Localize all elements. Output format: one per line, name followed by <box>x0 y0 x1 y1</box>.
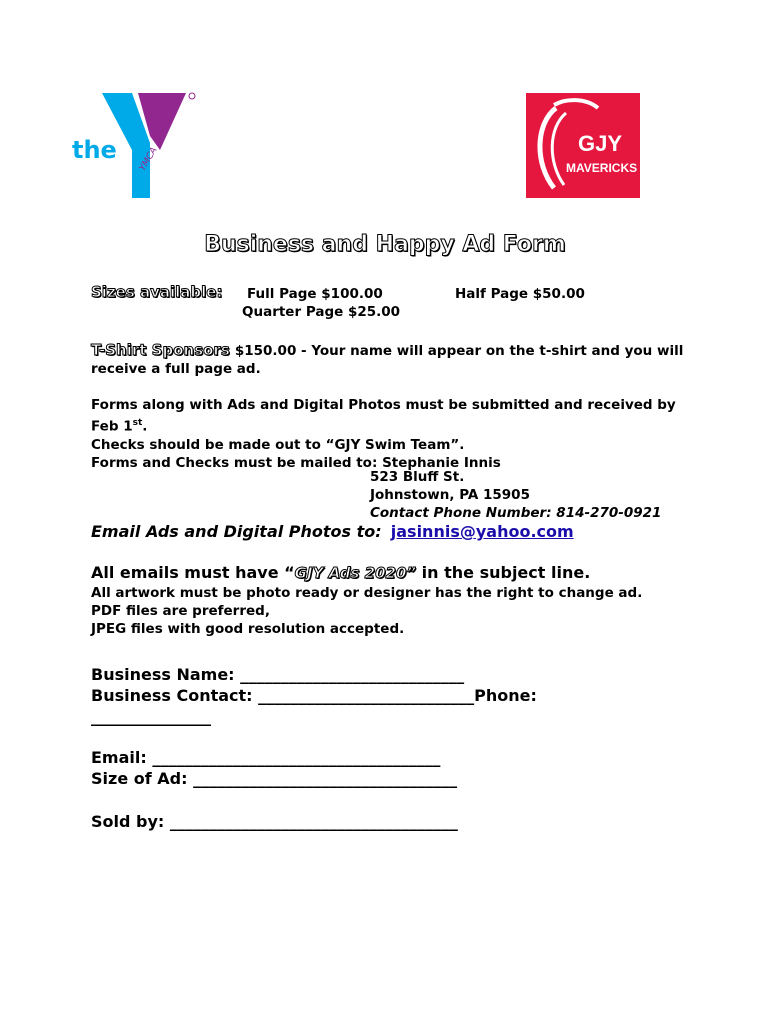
artwork-block <box>91 584 711 638</box>
page-title: Business and Happy Ad Form <box>204 232 566 257</box>
email-field[interactable]: Email: ____________________________________ <box>91 748 441 767</box>
email-label: Email Ads and Digital Photos to: <box>91 522 382 541</box>
mail-city: Johnstown, PA 15905 <box>370 487 530 503</box>
email-line <box>91 522 574 541</box>
size-of-ad-field[interactable]: Size of Ad: _________________________________ <box>91 769 458 788</box>
tshirt-text-cont: receive a full page ad. <box>91 361 261 377</box>
tshirt-text: $150.00 - Your name will appear on the t-shirt and you will <box>234 343 684 359</box>
mail-street: 523 Bluff St. <box>370 469 465 485</box>
business-name-field[interactable]: Business Name: ____________________________ <box>91 665 465 684</box>
tshirt-block <box>91 340 691 378</box>
sizes-label: Sizes available: <box>91 283 223 301</box>
mavericks-text: MAVERICKS <box>566 161 638 175</box>
ymca-wordmark: YMCA <box>138 145 160 173</box>
artwork-line-3: JPEG files with good resolution accepted. <box>91 621 405 637</box>
tshirt-label: T-Shirt Sponsors <box>91 341 230 359</box>
instructions-line-1: Forms along with Ads and Digital Photos must be submitted and received by <box>91 397 676 413</box>
sold-by-field[interactable]: Sold by: ____________________________________ <box>91 812 458 831</box>
subject-line: All emails must have “GJY Ads 2020” in the subject line. <box>91 563 591 582</box>
instructions-mail-to: Forms and Checks must be mailed to: Stephanie Innis <box>91 454 501 471</box>
phone-field[interactable]: _______________ <box>91 707 211 726</box>
size-full-page: Full Page $100.00 <box>247 286 383 302</box>
email-address-link[interactable]: jasinnis@yahoo.com <box>390 522 574 541</box>
gjy-text: GJY <box>578 131 623 156</box>
business-contact-field[interactable]: Business Contact: ___________________________Phone: <box>91 686 537 705</box>
instructions-checks: Checks should be made out to “GJY Swim Team”. <box>91 436 465 453</box>
contact-phone: Contact Phone Number: 814-270-0921 <box>370 505 662 521</box>
artwork-line-2: PDF files are preferred, <box>91 603 270 619</box>
artwork-line-1: All artwork must be photo ready or designer has the right to change ad. <box>91 585 643 601</box>
subject-tag: GJY Ads 2020” <box>294 564 417 582</box>
ymca-logo <box>70 88 200 203</box>
deadline-line: Feb 1st. <box>91 418 148 435</box>
size-quarter-page: Quarter Page $25.00 <box>242 304 401 320</box>
gjy-mavericks-logo <box>526 93 640 198</box>
instructions-block <box>91 396 711 472</box>
size-half-page: Half Page $50.00 <box>455 286 585 302</box>
ymca-the-text: the <box>72 136 117 164</box>
mail-name: Stephanie Innis <box>382 454 501 471</box>
